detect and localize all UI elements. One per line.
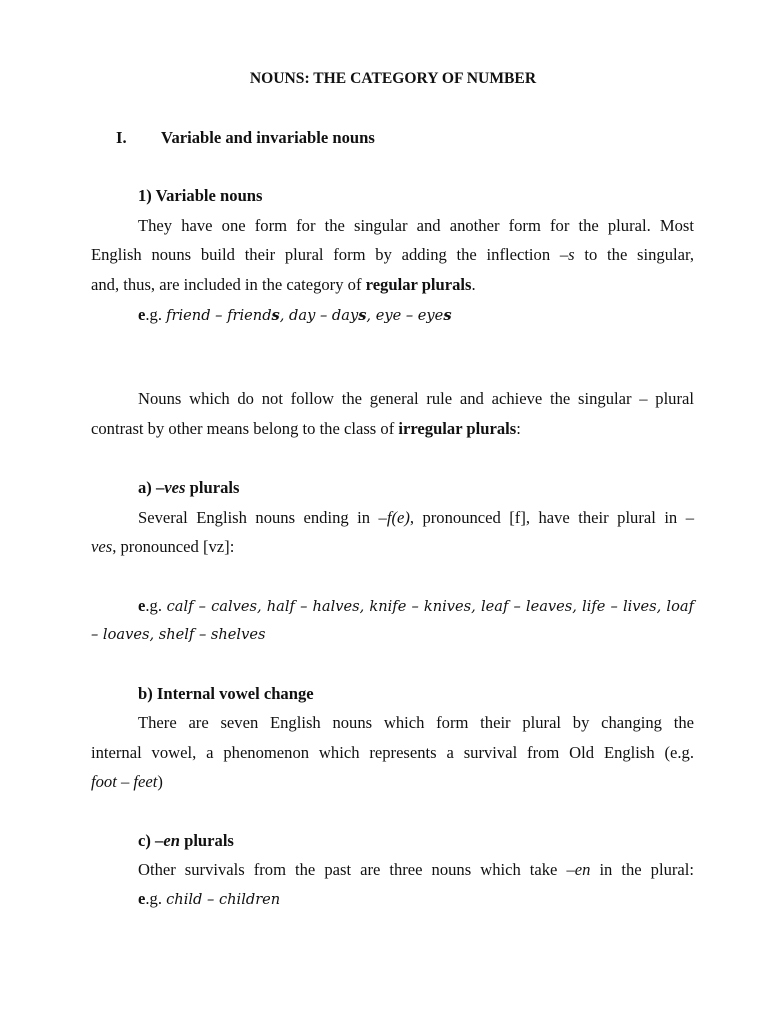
ves-plurals-heading: a) –ves plurals xyxy=(138,478,240,497)
ves-example-line-2: – loaves, shelf – shelves xyxy=(91,626,266,643)
section-heading: Variable and invariable nouns xyxy=(161,128,375,147)
ves-para-line-2: ves, pronounced [vz]: xyxy=(91,537,235,556)
irregular-para-line-1: Nouns which do not follow the general rule and achieve the singular – plural xyxy=(138,389,694,408)
variable-para-line-1: They have one form for the singular and another form for the plural. Most xyxy=(138,216,694,235)
en-para-line-1: Other survivals from the past are three nouns which take –en in the plural: xyxy=(138,860,694,879)
ves-para-line-1: Several English nouns ending in –f(e), pronounced [f], have their plural in – xyxy=(138,508,694,527)
vowel-change-heading: b) Internal vowel change xyxy=(138,684,314,703)
vowel-para-line-3: foot – feet) xyxy=(91,772,163,791)
page-title: NOUNS: THE CATEGORY OF NUMBER xyxy=(249,70,537,87)
variable-nouns-heading: 1) Variable nouns xyxy=(138,186,263,205)
variable-example: e.g. friend – friends, day – days, eye – eyes xyxy=(138,305,452,324)
en-plurals-heading: c) –en plurals xyxy=(138,831,234,850)
ves-example-line-1: e.g. calf – calves, half – halves, knife – knives, leaf – leaves, life – lives, loaf xyxy=(138,596,694,615)
variable-para-line-2: English nouns build their plural form by adding the inflection –s to the singular, xyxy=(91,245,694,264)
irregular-plurals-term: irregular plurals xyxy=(398,419,517,438)
variable-para-line-3: and, thus, are included in the category of regular plurals. xyxy=(91,275,476,294)
vowel-para-line-1: There are seven English nouns which form their plural by changing the xyxy=(138,713,694,732)
regular-plurals-term: regular plurals xyxy=(365,275,472,294)
section-numeral: I. xyxy=(116,128,127,147)
irregular-para-line-2: contrast by other means belong to the class of irregular plurals: xyxy=(91,419,521,438)
vowel-para-line-2: internal vowel, a phenomenon which represents a survival from Old English (e.g. xyxy=(91,743,694,762)
en-example: e.g. child – children xyxy=(138,889,281,908)
